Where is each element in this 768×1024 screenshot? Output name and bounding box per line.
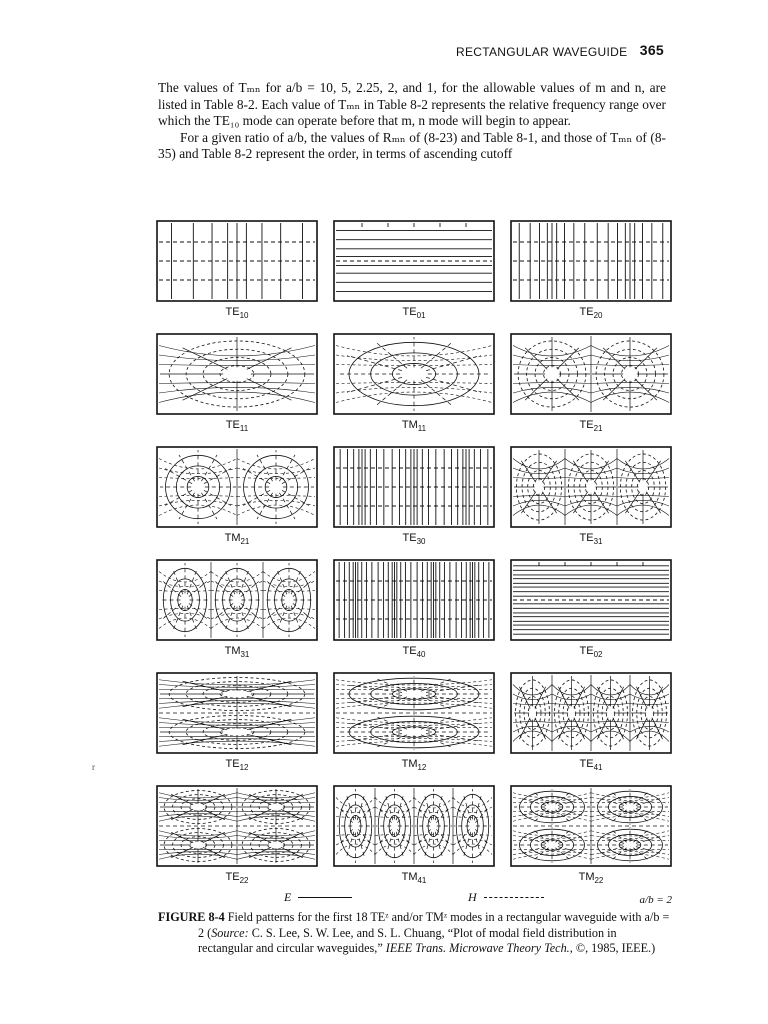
field-pattern-te12: [156, 672, 318, 754]
figure-label: FIGURE 8-4: [158, 910, 225, 924]
mode-label-base: TM: [401, 758, 418, 770]
mode-label-base: TM: [224, 645, 241, 657]
mode-label-subscript: 11: [239, 424, 249, 434]
paragraph-1: The values of Tₘₙ for a/b = 10, 5, 2.25, 2, and 1, for the allowable values of m and n, are listed in Table 8-2. Each value of Tₘₙ in Table 8-2 represents the relative frequency range over which the TE₁₀ mode can operate before that m, n mode will begin to appear.: [158, 80, 666, 128]
mode-cell-tm41: [333, 783, 495, 895]
mode-label-subscript: 41: [593, 763, 603, 773]
mode-label-base: TM: [401, 871, 418, 883]
mode-label: [156, 758, 318, 772]
field-pattern-te30: [333, 446, 495, 528]
mode-label: [510, 871, 672, 885]
page-number: 365: [639, 42, 664, 58]
mode-cell-te21: [510, 331, 672, 443]
mode-cell-te02: [510, 557, 672, 669]
mode-label-base: TE: [402, 645, 417, 657]
mode-label-base: TE: [225, 306, 240, 318]
field-pattern-tm12: [333, 672, 495, 754]
field-pattern-drawing: [510, 446, 672, 528]
mode-label-subscript: 01: [416, 311, 426, 321]
figure-caption: [158, 910, 670, 957]
field-pattern-drawing: [156, 785, 318, 867]
mode-cell-te31: [510, 444, 672, 556]
field-pattern-drawing: [333, 559, 495, 641]
field-pattern-drawing: [333, 446, 495, 528]
caption-journal: IEEE Trans. Microwave Theory Tech.: [385, 941, 570, 955]
field-pattern-tm22: [510, 785, 672, 867]
mode-label: [333, 645, 495, 659]
caption-text-1: Field patterns for the first 18 TEᶻ and/or TMᶻ modes in a rectangular waveguide with a/b = 2 (: [198, 910, 670, 940]
mode-cell-tm21: [156, 444, 318, 556]
legend-e-label: E: [284, 890, 292, 904]
field-pattern-drawing: [510, 220, 672, 302]
mode-label: [333, 871, 495, 885]
mode-label-base: TM: [224, 532, 241, 544]
mode-label-base: TE: [402, 532, 417, 544]
mode-cell-te41: [510, 670, 672, 782]
mode-pattern-grid: [156, 218, 672, 894]
mode-label-base: TE: [579, 306, 594, 318]
mode-cell-te11: [156, 331, 318, 443]
mode-label-subscript: 31: [240, 650, 250, 660]
mode-label-base: TE: [579, 532, 594, 544]
mode-label-subscript: 41: [417, 876, 427, 886]
field-pattern-drawing: [156, 672, 318, 754]
mode-label: [333, 306, 495, 320]
mode-label: [510, 306, 672, 320]
field-pattern-te41: [510, 672, 672, 754]
mode-cell-tm31: [156, 557, 318, 669]
field-pattern-te21: [510, 333, 672, 415]
mode-label: [333, 532, 495, 546]
mode-cell-te20: [510, 218, 672, 330]
field-pattern-te01: [333, 220, 495, 302]
page-header: [456, 42, 666, 62]
field-pattern-te02: [510, 559, 672, 641]
mode-label-subscript: 31: [593, 537, 603, 547]
mode-label-base: TE: [579, 758, 594, 770]
mode-label: [156, 306, 318, 320]
mode-label-subscript: 40: [416, 650, 426, 660]
field-pattern-te31: [510, 446, 672, 528]
field-pattern-te22: [156, 785, 318, 867]
mode-label: [156, 532, 318, 546]
mode-cell-tm11: [333, 331, 495, 443]
stray-mark: r: [92, 762, 95, 772]
mode-cell-te01: [333, 218, 495, 330]
mode-label-subscript: 02: [593, 650, 603, 660]
mode-label-base: TE: [225, 758, 240, 770]
field-pattern-te20: [510, 220, 672, 302]
body-text: [158, 80, 666, 163]
mode-label-base: TE: [402, 306, 417, 318]
field-pattern-drawing: [510, 333, 672, 415]
mode-cell-te10: [156, 218, 318, 330]
field-pattern-drawing: [333, 220, 495, 302]
field-pattern-drawing: [510, 672, 672, 754]
running-title: RECTANGULAR WAVEGUIDE: [456, 45, 628, 59]
legend-aspect-ratio: a/b = 2: [639, 894, 672, 906]
field-pattern-tm11: [333, 333, 495, 415]
mode-label-subscript: 12: [417, 763, 427, 773]
field-pattern-drawing: [333, 672, 495, 754]
mode-label-base: TE: [225, 419, 240, 431]
legend-solid-line: [298, 897, 352, 898]
mode-label-subscript: 22: [239, 876, 249, 886]
field-pattern-tm21: [156, 446, 318, 528]
mode-label: [333, 758, 495, 772]
mode-label: [156, 419, 318, 433]
mode-label-base: TM: [401, 419, 418, 431]
paragraph-2: For a given ratio of a/b, the values of Rₘₙ of (8-23) and Table 8-1, and those of Tₘₙ of (8-35) and Table 8-2 represent the order, in terms of ascending cutoff: [158, 129, 666, 161]
mode-cell-te40: [333, 557, 495, 669]
mode-label: [510, 419, 672, 433]
field-pattern-te40: [333, 559, 495, 641]
mode-label-base: TE: [579, 645, 594, 657]
mode-label-subscript: 10: [239, 311, 249, 321]
mode-cell-te12: [156, 670, 318, 782]
field-pattern-te11: [156, 333, 318, 415]
field-pattern-drawing: [156, 333, 318, 415]
mode-label: [333, 419, 495, 433]
mode-label: [510, 532, 672, 546]
field-pattern-drawing: [510, 785, 672, 867]
figure-legend: [156, 886, 672, 908]
caption-text-2: C. S. Lee, S. W. Lee, and S. L. Chuang, “Plot of modal field distribution in rectangular and circular waveguides,”: [198, 925, 617, 955]
mode-cell-tm22: [510, 783, 672, 895]
mode-label-base: TE: [579, 419, 594, 431]
field-pattern-drawing: [156, 220, 318, 302]
mode-label-subscript: 11: [417, 424, 427, 434]
mode-label-base: TM: [578, 871, 595, 883]
mode-cell-te30: [333, 444, 495, 556]
legend-h-label: H: [468, 890, 477, 904]
field-pattern-drawing: [156, 559, 318, 641]
field-pattern-tm31: [156, 559, 318, 641]
mode-label-subscript: 20: [593, 311, 603, 321]
mode-label: [510, 758, 672, 772]
field-pattern-drawing: [333, 333, 495, 415]
mode-label-subscript: 12: [239, 763, 249, 773]
mode-label-subscript: 21: [240, 537, 250, 547]
mode-label-base: TE: [225, 871, 240, 883]
field-pattern-te10: [156, 220, 318, 302]
caption-source-label: Source:: [211, 925, 249, 940]
field-pattern-tm41: [333, 785, 495, 867]
mode-cell-te22: [156, 783, 318, 895]
legend-dashed-line: [484, 897, 544, 898]
mode-label-subscript: 22: [594, 876, 604, 886]
caption-text-3: , ©, 1985, IEEE.): [569, 941, 656, 955]
field-pattern-drawing: [333, 785, 495, 867]
mode-label: [156, 645, 318, 659]
mode-cell-tm12: [333, 670, 495, 782]
mode-label: [510, 645, 672, 659]
mode-label: [156, 871, 318, 885]
field-pattern-drawing: [156, 446, 318, 528]
mode-label-subscript: 21: [593, 424, 603, 434]
mode-label-subscript: 30: [416, 537, 426, 547]
field-pattern-drawing: [510, 559, 672, 641]
